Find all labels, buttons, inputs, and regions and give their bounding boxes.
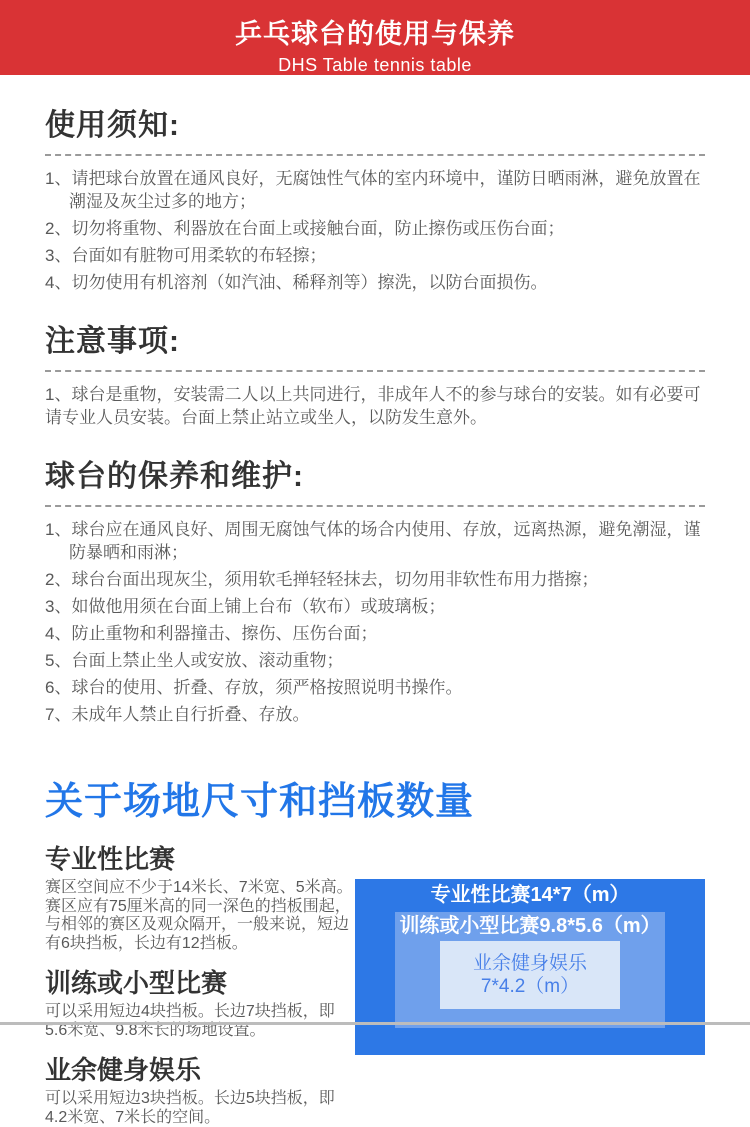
subsection-title-training: 训练或小型比赛 [45, 968, 228, 998]
main-content [0, 100, 750, 1127]
usage-notice-item-3: 3、台面如有脏物可用柔软的布轻擦； [45, 246, 327, 265]
diagram-label-amateur-line2: 7*4.2（m） [480, 976, 580, 997]
subsection-text-amateur: 可以采用短边3块挡板。长边5块挡板，即4.2米宽、7米长的空间。 [45, 1090, 335, 1126]
section-heading-maintenance: 球台的保养和维护: [45, 460, 304, 493]
section-heading-usage-notice: 使用须知: [45, 109, 180, 142]
maintenance-item-7: 7、未成年人禁止自行折叠、存放。 [45, 705, 310, 724]
page-title: 乒乓球台的使用与保养 [235, 19, 515, 49]
subsection-title-amateur: 业余健身娱乐 [45, 1055, 202, 1085]
dashed-divider [45, 370, 705, 372]
section-heading-precautions: 注意事项: [45, 325, 180, 358]
maintenance-item-1: 1、球台应在通风良好、周围无腐蚀气体的场合内使用、存放，远离热源，避免潮湿，谨防暴晒和雨淋； [45, 520, 701, 562]
usage-notice-item-1: 1、请把球台放置在通风良好，无腐蚀性气体的室内环境中，谨防日晒雨淋，避免放置在潮湿及灰尘过多的地方； [45, 169, 701, 211]
maintenance-item-5: 5、台面上禁止坐人或安放、滚动重物； [45, 651, 344, 670]
diagram-label-professional: 专业性比赛14*7（m） [430, 884, 630, 906]
usage-notice-item-2: 2、切勿将重物、利器放在台面上或接触台面，防止擦伤或压伤台面； [45, 219, 565, 238]
precautions-item-1: 1、球台是重物，安装需二人以上共同进行，非成年人不的参与球台的安装。如有必要可请专业人员安装。台面上禁止站立或坐人，以防发生意外。 [45, 385, 701, 427]
dashed-divider [45, 505, 705, 507]
venue-size-diagram [355, 879, 705, 1055]
maintenance-item-3: 3、如做他用须在台面上铺上台布（软布）或玻璃板； [45, 597, 446, 616]
usage-notice-item-4: 4、切勿使用有机溶剂（如汽油、稀释剂等）擦洗，以防台面损伤。 [45, 273, 548, 292]
dashed-divider [45, 154, 705, 156]
diagram-rect-training [395, 912, 665, 1028]
maintenance-item-2: 2、球台台面出现灰尘，须用软毛掸轻轻抹去，切勿用非软性布用力揩擦； [45, 570, 599, 589]
header-banner [0, 0, 750, 75]
bottom-divider [0, 1022, 750, 1025]
subsection-text-training: 可以采用短边4块挡板。长边7块挡板，即5.6米宽、9.8米长的场地设置。 [45, 1003, 335, 1039]
venue-size-heading: 关于场地尺寸和挡板数量 [45, 781, 475, 823]
diagram-rect-amateur [440, 941, 620, 1009]
venue-section [45, 829, 705, 1127]
page-subtitle: DHS Table tennis table [278, 55, 472, 75]
diagram-label-training: 训练或小型比赛9.8*5.6（m） [399, 915, 661, 937]
diagram-label-amateur-line1: 业余健身娱乐 [473, 953, 588, 974]
subsection-text-professional: 赛区空间应不少于14米长、7米宽、5米高。赛区应有75厘米高的同一深色的挡板围起，与相邻的赛区及观众隔开，一般来说，短边有6块挡板，长边有12挡板。 [45, 879, 353, 952]
subsection-title-professional: 专业性比赛 [45, 844, 176, 874]
maintenance-item-6: 6、球台的使用、折叠、存放，须严格按照说明书操作。 [45, 678, 463, 697]
venue-text-column [45, 829, 355, 1127]
maintenance-item-4: 4、防止重物和利器撞击、擦伤、压伤台面； [45, 624, 378, 643]
